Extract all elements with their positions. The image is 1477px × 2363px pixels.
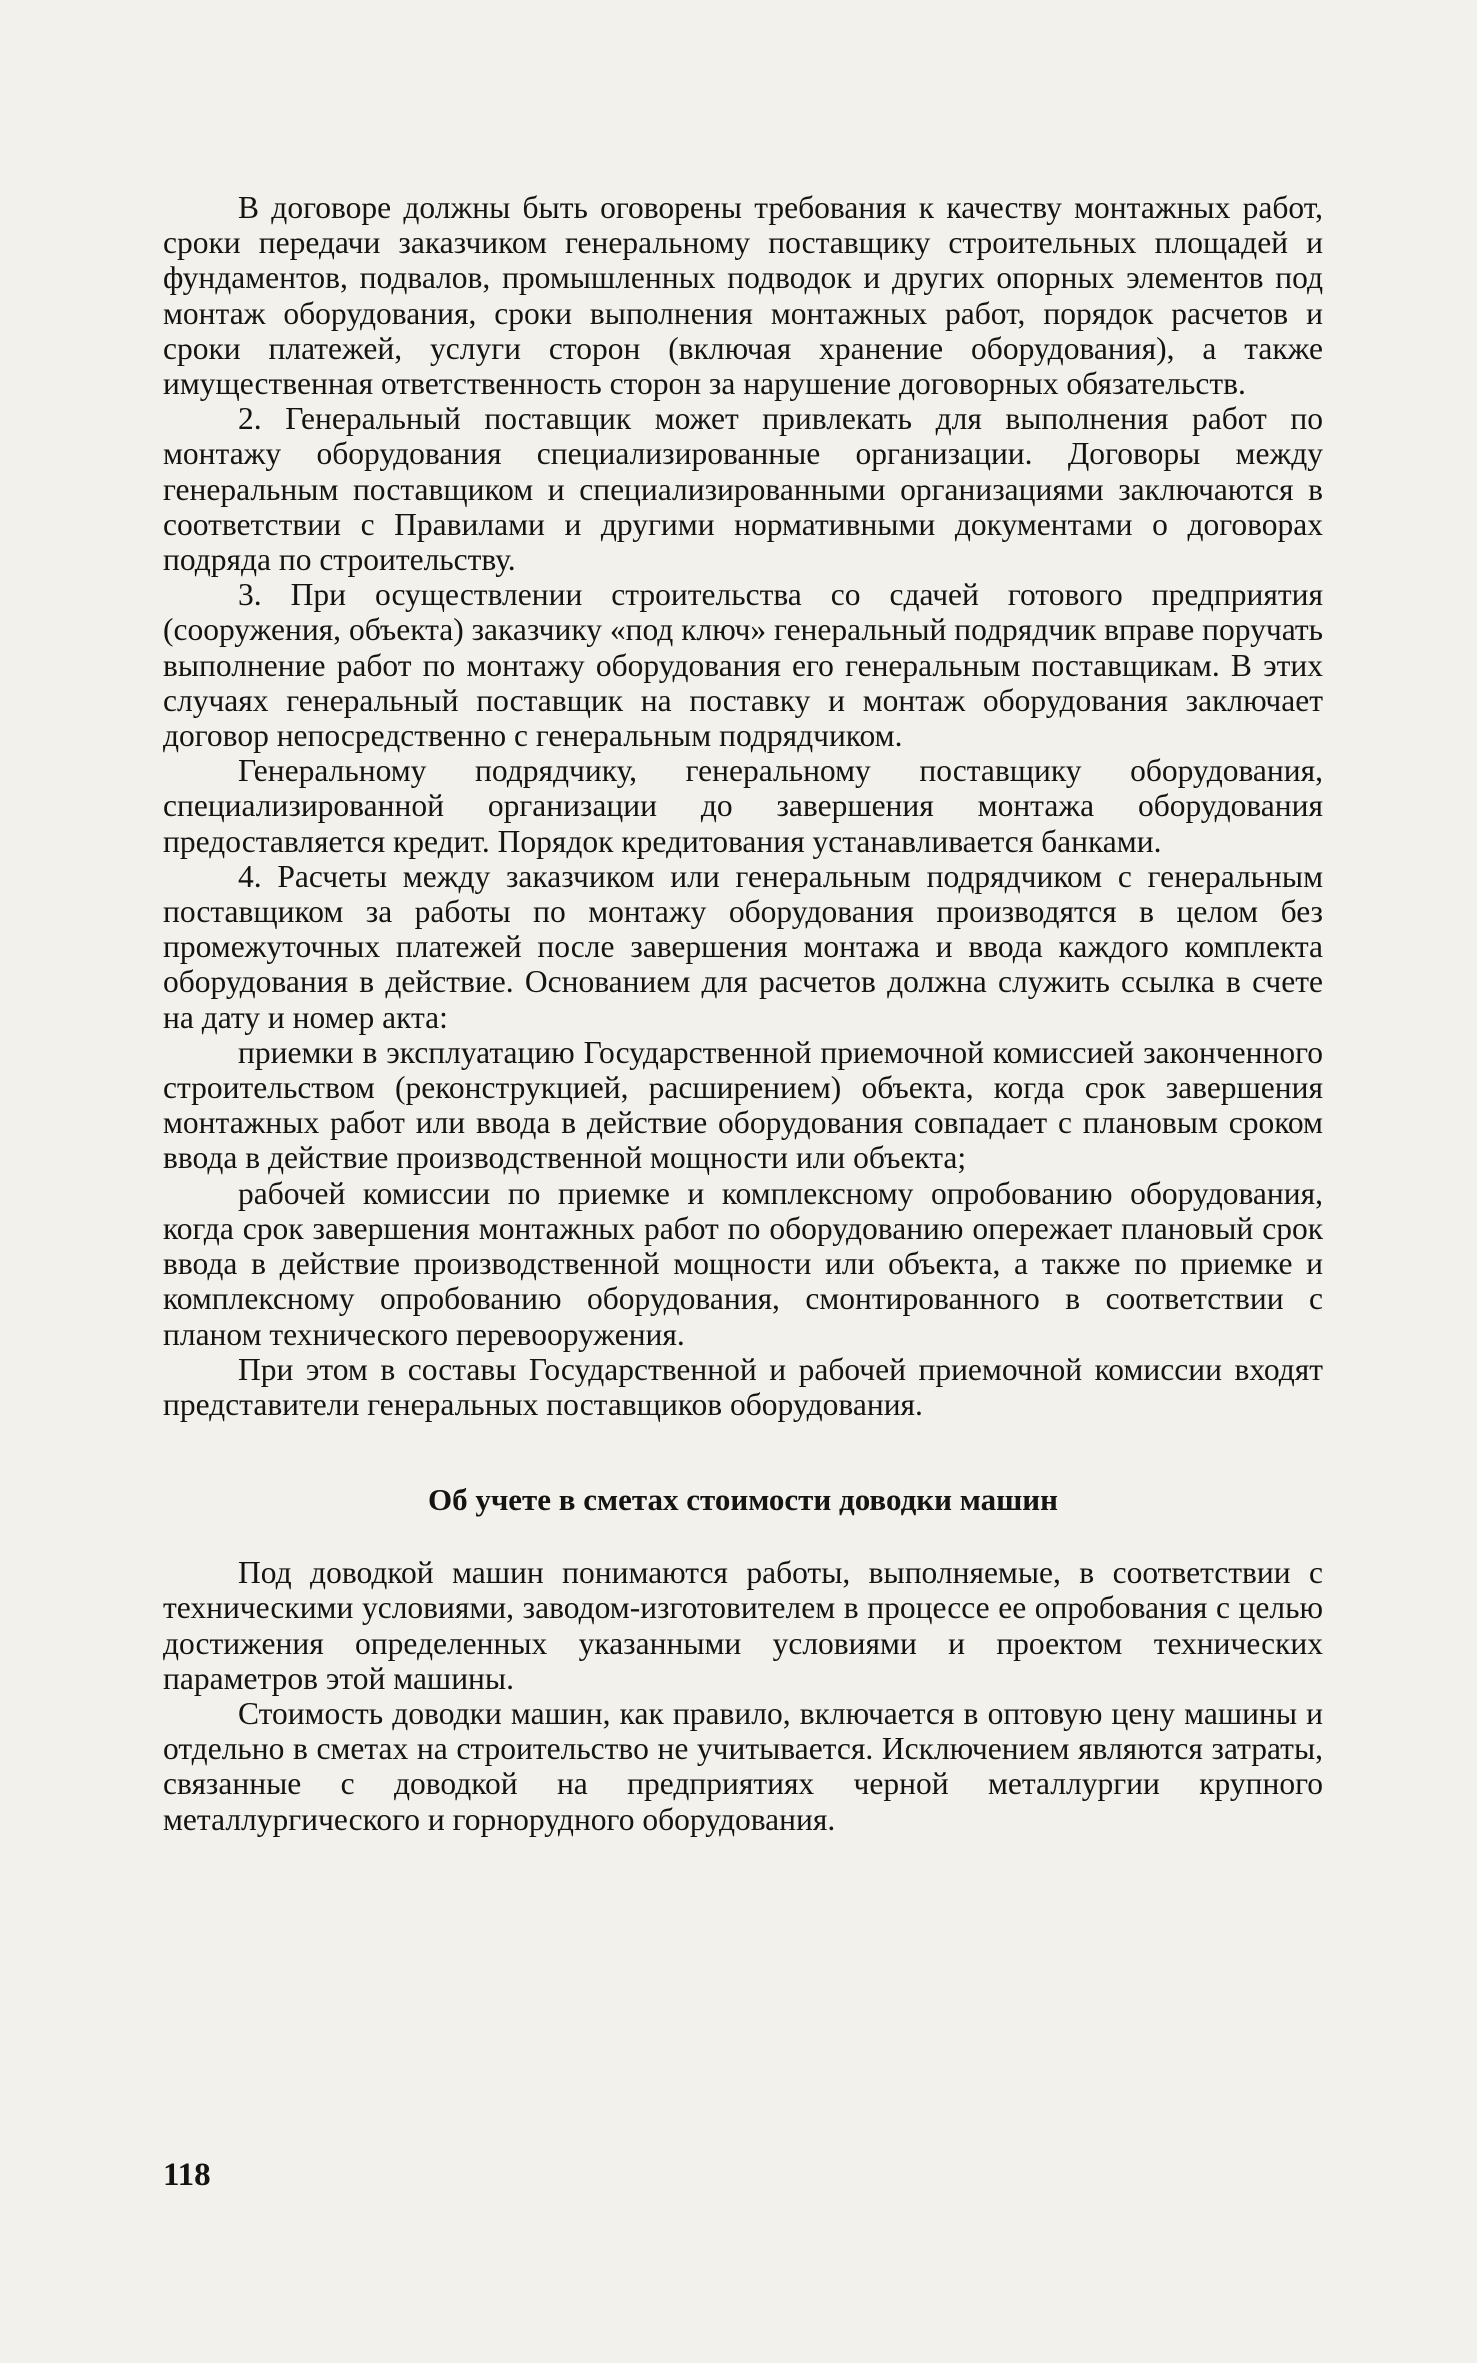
paragraph: 2. Генеральный поставщик может привлекать для выполнения работ по монтажу оборудования специализированные организации. Договоры между генеральным поставщиком и специализированными организациями заключаются в соответствии с Правилами и другими нормативными документами о договорах подряда по строительству. bbox=[163, 401, 1323, 578]
paragraph: Под доводкой машин понимаются работы, выполняемые, в соответствии с техническими условиями, заводом-изготовителем в процессе ее опробования с целью достижения определенных указанными условиями и проектом технических параметров этой машины. bbox=[163, 1555, 1323, 1696]
section-heading: Об учете в сметах стоимости доводки машин bbox=[427, 1482, 1059, 1518]
paragraph: При этом в составы Государственной и рабочей приемочной комиссии входят представители генеральных поставщиков оборудования. bbox=[163, 1351, 1323, 1422]
paragraph: приемки в эксплуатацию Государственной приемочной комиссией законченного строительством (реконструкцией, расширением) объекта, когда срок завершения монтажных работ или ввода в действие оборудования совпадает с плановым сроком ввода в действие производственной мощности или объекта; bbox=[163, 1034, 1323, 1176]
page-text bbox=[163, 190, 1323, 1837]
paragraph: 4. Расчеты между заказчиком или генеральным подрядчиком с генеральным поставщиком за работы по монтажу оборудования производятся в целом без промежуточных платежей после завершения монтажа и ввода каждого комплекта оборудования в действие. Основанием для расчетов должна служить ссылка в счете на дату и номер акта: bbox=[163, 858, 1323, 1035]
paragraph: Генеральному подрядчику, генеральному поставщику оборудования, специализированной организации до завершения монтажа оборудования предоставляется кредит. Порядок кредитования устанавливается банками. bbox=[163, 753, 1323, 859]
paragraph: В договоре должны быть оговорены требования к качеству монтажных работ, сроки передачи заказчиком генеральному поставщику строительных площадей и фундаментов, подвалов, промышленных подводок и других опорных элементов под монтаж оборудования, сроки выполнения монтажных работ, порядок расчетов и сроки платежей, услуги сторон (включая хранение оборудования), а также имущественная ответственность сторон за нарушение договорных обязательств. bbox=[163, 190, 1323, 402]
paragraph: 3. При осуществлении строительства со сдачей готового предприятия (сооружения, объекта) заказчику «под ключ» генеральный подрядчик вправе поручать выполнение работ по монтажу оборудования его генеральным поставщикам. В этих случаях генеральный поставщик на поставку и монтаж оборудования заключает договор непосредственно с генеральным подрядчиком. bbox=[163, 577, 1323, 754]
paragraph: Стоимость доводки машин, как правило, включается в оптовую цену машины и отдельно в сметах на строительство не учитывается. Исключением являются затраты, связанные с доводкой на предприятиях черной металлургии крупного металлургического и горнорудного оборудования. bbox=[163, 1695, 1323, 1837]
paragraph: рабочей комиссии по приемке и комплексному опробованию оборудования, когда срок завершения монтажных работ по оборудованию опережает плановый срок ввода в действие производственной мощности или объекта, а также по приемке и комплексному опробованию оборудования, смонтированного в соответствии с планом технического перевооружения. bbox=[163, 1175, 1323, 1352]
page-number: 118 bbox=[163, 2157, 211, 2193]
